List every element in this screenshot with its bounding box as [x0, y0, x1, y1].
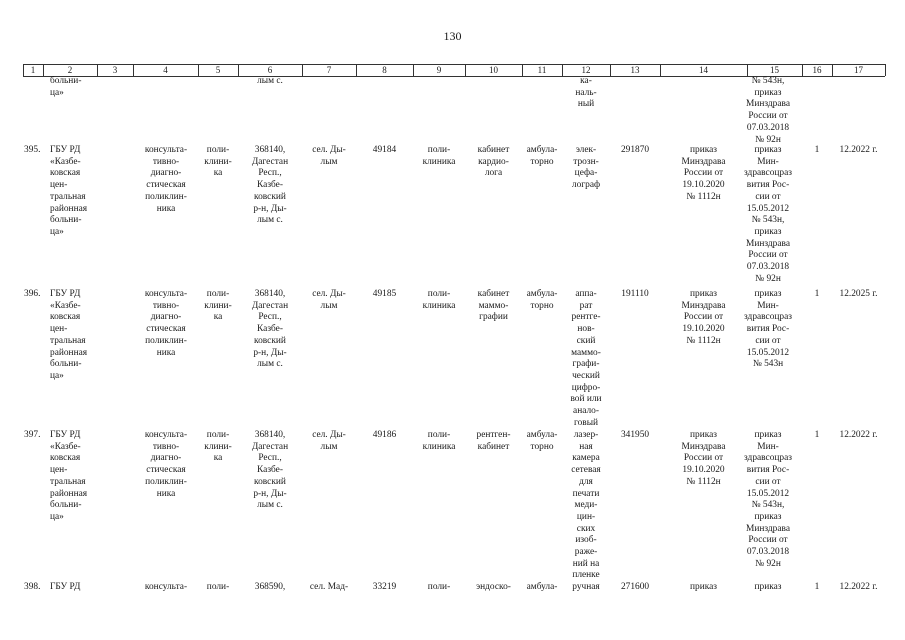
cell-equipment: элек- трозн- цефа- лограф: [571, 145, 601, 191]
header-divider: [610, 64, 611, 76]
header-col-4: 4: [163, 65, 168, 75]
cell-num: 397.: [24, 430, 41, 440]
cell-order: приказ Минздрава России от 19.10.2020 № 1112н: [681, 289, 726, 346]
cell-equipment: аппа- рат рентге- нов- ский маммо- графи- ческий цифро- вой или анало- говый: [570, 289, 602, 428]
header-divider: [413, 64, 414, 76]
header-divider: [832, 64, 833, 76]
header-divider: [23, 64, 24, 76]
header-col-13: 13: [630, 65, 640, 75]
header-divider: [465, 64, 466, 76]
cell-settlement: сел. Ды- лым: [312, 430, 346, 452]
page-number: 130: [443, 29, 462, 43]
cell-num: 398.: [24, 582, 41, 592]
cell-address: 368590,: [254, 582, 286, 592]
header-divider: [562, 64, 563, 76]
cell-address: лым с.: [257, 76, 283, 86]
cell-settlement: сел. Ды- лым: [312, 289, 346, 311]
cell-quantity: 1: [814, 289, 820, 299]
cell-num: 396.: [24, 289, 41, 299]
cell-settlement: сел. Ды- лым: [312, 145, 346, 167]
cell-quantity: 1: [814, 145, 820, 155]
cell-cost: 341950: [620, 430, 650, 440]
cell-org: ГБУ РД «Казбе- ковская цен- тральная районная больни- ца»: [50, 145, 88, 237]
cell-cost: 271600: [620, 582, 650, 592]
header-divider: [43, 64, 44, 76]
cell-code: 33219: [372, 582, 397, 592]
header-col-8: 8: [382, 65, 387, 75]
header-col-12: 12: [581, 65, 591, 75]
header-col-15: 15: [770, 65, 779, 75]
cell-unit: поли- клиника: [422, 145, 456, 167]
header-divider: [302, 64, 303, 76]
cell-address: 368140, Дагестан Респ., Казбе- ковский р-н, Ды- лым с.: [251, 289, 289, 370]
cell-facility: поли- клини- ка: [204, 430, 232, 464]
header-divider: [198, 64, 199, 76]
cell-order: приказ Минздрава России от 19.10.2020 № 1112н: [681, 430, 726, 487]
cell-date: 12.2022 г.: [839, 582, 878, 592]
header-col-3: 3: [112, 65, 118, 75]
header-divider: [238, 64, 239, 76]
cell-unit: поли-: [427, 582, 451, 592]
cell-facility: поли-: [206, 582, 230, 592]
header-col-2: 2: [67, 65, 73, 75]
cell-org: больни- ца»: [50, 76, 82, 98]
header-col-9: 9: [436, 65, 442, 75]
cell-care-conditions: амбула- торно: [526, 289, 558, 311]
cell-code: 49185: [372, 289, 397, 299]
cell-num: 395.: [24, 145, 41, 155]
header-divider: [660, 64, 661, 76]
header-divider: [522, 64, 523, 76]
header-divider: [356, 64, 357, 76]
header-col-14: 14: [699, 65, 708, 75]
cell-address: 368140, Дагестан Респ., Казбе- ковский р-н, Ды- лым с.: [251, 145, 289, 226]
cell-order: приказ Минздрава России от 19.10.2020 № 1112н: [681, 145, 726, 202]
cell-date: 12.2022 г.: [839, 145, 878, 155]
cell-standard: приказ Мин- здравсоцраз вития Рос- сии от 15.05.2012 № 543н, приказ Минздрава России от 07.03.2018 № 92н: [744, 430, 792, 569]
cell-care-conditions: амбула- торно: [526, 430, 558, 452]
cell-subdivision: консульта- тивно- диагно- стическая поликлин- ника: [144, 289, 188, 358]
cell-room: рентген- кабинет: [476, 430, 511, 452]
header-divider: [802, 64, 803, 76]
header-col-6: 6: [267, 65, 273, 75]
cell-equipment: ручная: [572, 582, 600, 592]
cell-order: приказ: [690, 582, 717, 592]
header-divider: [97, 64, 98, 76]
header-col-5: 5: [215, 65, 221, 75]
cell-date: 12.2025 г.: [839, 289, 878, 299]
cell-cost: 191110: [621, 289, 649, 299]
cell-standard: приказ Мин- здравсоцраз вития Рос- сии от 15.05.2012 № 543н, приказ Минздрава России от 07.03.2018 № 92н: [744, 145, 792, 284]
header-divider: [747, 64, 748, 76]
header-col-11: 11: [537, 65, 547, 75]
header-divider: [885, 64, 886, 76]
cell-subdivision: консульта- тивно- диагно- стическая поликлин- ника: [144, 430, 188, 499]
cell-facility: поли- клини- ка: [204, 289, 232, 323]
cell-standard: приказ Мин- здравсоцраз вития Рос- сии от 15.05.2012 № 543н: [744, 289, 792, 370]
cell-room: эндоско-: [476, 582, 511, 592]
cell-quantity: 1: [814, 582, 820, 592]
cell-quantity: 1: [814, 430, 820, 440]
cell-address: 368140, Дагестан Респ., Казбе- ковский р-н, Ды- лым с.: [251, 430, 289, 511]
cell-equipment: лазер- ная камера сетевая для печати меди- цин- ских изоб- раже- ний на пленке: [571, 430, 601, 581]
cell-code: 49184: [372, 145, 397, 155]
cell-org: ГБУ РД: [50, 582, 81, 592]
cell-care-conditions: амбула-: [526, 582, 558, 592]
cell-org: ГБУ РД «Казбе- ковская цен- тральная районная больни- ца»: [50, 289, 88, 381]
header-col-16: 16: [812, 65, 822, 75]
cell-org: ГБУ РД «Казбе- ковская цен- тральная районная больни- ца»: [50, 430, 88, 522]
cell-care-conditions: амбула- торно: [526, 145, 558, 167]
cell-facility: поли- клини- ка: [204, 145, 232, 179]
cell-standard: приказ: [754, 582, 782, 592]
cell-room: кабинет маммо- графии: [477, 289, 510, 323]
cell-date: 12.2022 г.: [839, 430, 878, 440]
cell-standard: № 543н, приказ Минздрава России от 07.03.2018 № 92н: [746, 76, 790, 145]
header-col-10: 10: [489, 65, 498, 75]
header-divider: [133, 64, 134, 76]
cell-cost: 291870: [620, 145, 650, 155]
cell-subdivision: консульта- тивно- диагно- стическая поликлин- ника: [144, 145, 188, 214]
cell-unit: поли- клиника: [422, 430, 456, 452]
header-col-1: 1: [30, 65, 36, 75]
cell-room: кабинет кардио- лога: [477, 145, 510, 179]
cell-code: 49186: [372, 430, 397, 440]
cell-equipment: ка- наль- ный: [575, 76, 597, 110]
header-col-7: 7: [326, 65, 332, 75]
cell-unit: поли- клиника: [422, 289, 456, 311]
cell-settlement: сел. Мад-: [309, 582, 349, 592]
header-col-17: 17: [854, 65, 863, 75]
cell-subdivision: консульта-: [144, 582, 188, 592]
